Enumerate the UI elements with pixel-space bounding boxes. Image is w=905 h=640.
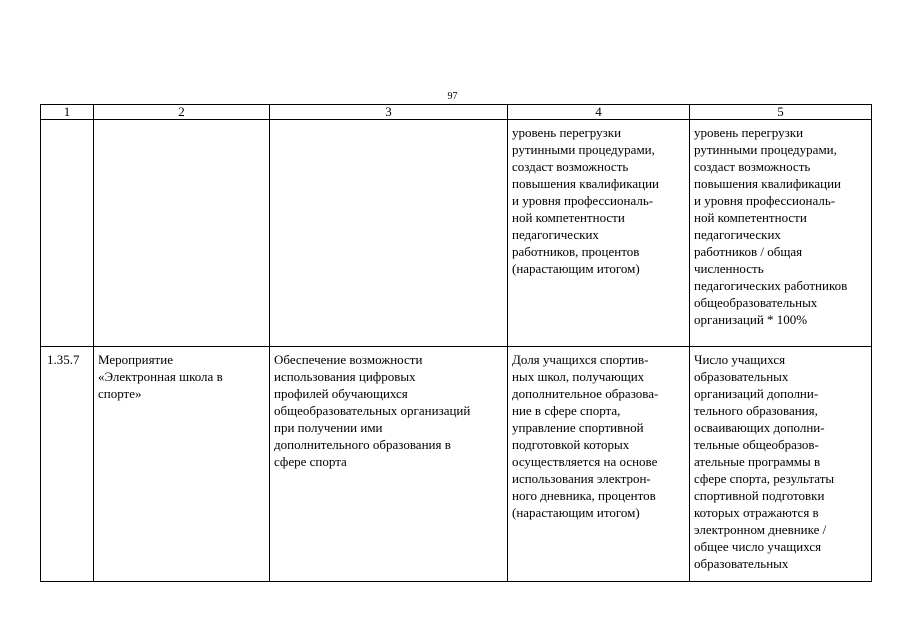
activity-name-cell (94, 120, 270, 347)
activity-name-cell: Мероприятие «Электронная школа в спорте» (94, 347, 270, 582)
header-cell-1: 1 (41, 105, 94, 120)
header-cell-4: 4 (508, 105, 690, 120)
calculation-method-cell: уровень перегрузки рутинными процедурами, создаст возможность повышения квалификации и уровня профессиональ- ной компетентности педагогических работников / общая численность педагогических работников общеобразовательных организаций * 100% (690, 120, 872, 347)
document-table (40, 104, 872, 582)
page-number: 97 (447, 91, 458, 102)
row-number-cell: 1.35.7 (41, 347, 94, 582)
activity-description-cell (270, 120, 508, 347)
indicator-cell: Доля учащихся спортив- ных школ, получающих дополнительное образова- ние в сфере спорта, управление спортивной подготовкой которых осуществляется на основе использования электрон- ного дневника, процентов (нарастающим итогом) (508, 347, 690, 582)
row-number-cell (41, 120, 94, 347)
activity-description-cell: Обеспечение возможности использования цифровых профилей обучающихся общеобразовательных организаций при получении ими дополнительного образования в сфере спорта (270, 347, 508, 582)
indicator-cell: уровень перегрузки рутинными процедурами, создаст возможность повышения квалификации и уровня профессиональ- ной компетентности педагогических работников, процентов (нарастающим итогом) (508, 120, 690, 347)
table-row (41, 120, 872, 347)
calculation-method-cell: Число учащихся образовательных организаций дополни- тельного образования, осваивающих дополни- тельные общеобразов- ательные программы в сфере спорта, результаты спортивной подготовки которых отражаются в электронном дневнике / общее число учащихся образовательных (690, 347, 872, 582)
table-header-row (41, 105, 872, 120)
header-cell-5: 5 (690, 105, 872, 120)
header-cell-3: 3 (270, 105, 508, 120)
header-cell-2: 2 (94, 105, 270, 120)
table-row (41, 347, 872, 582)
